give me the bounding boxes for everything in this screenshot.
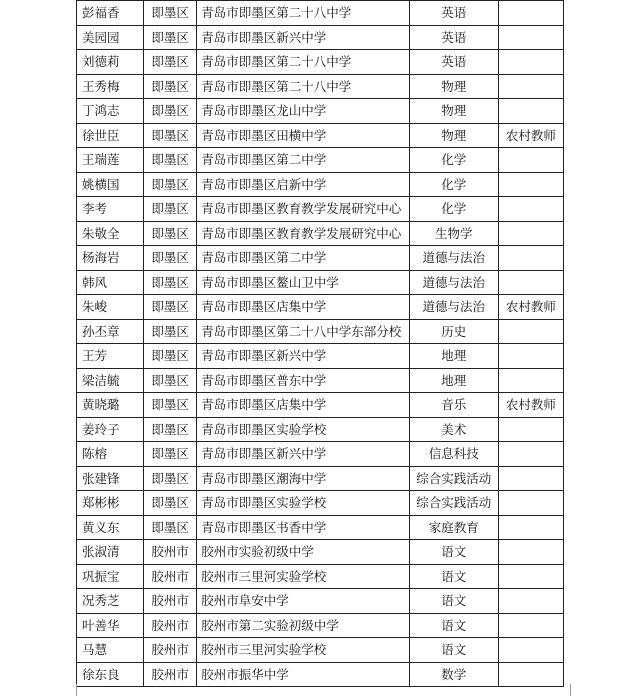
school-cell: 胶州市第二实验初级中学 — [197, 613, 409, 638]
subject-cell: 地理 — [409, 368, 498, 393]
table-row — [77, 368, 564, 393]
school-cell: 胶州市阜安中学 — [197, 589, 409, 614]
school-cell: 胶州市实验初级中学 — [197, 540, 409, 565]
teacher-name-cell: 叶善华 — [77, 613, 144, 638]
school-cell: 青岛市即墨区第二十八中学东部分校 — [197, 319, 409, 344]
school-cell: 青岛市即墨区第二十八中学 — [197, 50, 409, 75]
district-cell: 即墨区 — [144, 148, 197, 173]
note-cell — [498, 564, 563, 589]
table-row — [77, 74, 564, 99]
teacher-name-cell: 巩振宝 — [77, 564, 144, 589]
table-row — [77, 417, 564, 442]
subject-cell: 语文 — [409, 589, 498, 614]
school-cell: 青岛市即墨区教育教学发展研究中心 — [197, 197, 409, 222]
table-row — [77, 540, 564, 565]
note-cell: 农村教师 — [498, 393, 563, 418]
table-row — [77, 148, 564, 173]
note-cell — [498, 613, 563, 638]
district-cell: 胶州市 — [144, 662, 197, 687]
subject-cell: 道德与法治 — [409, 246, 498, 271]
note-cell — [498, 74, 563, 99]
note-cell — [498, 466, 563, 491]
table-row — [77, 638, 564, 663]
table-row — [77, 99, 564, 124]
table-row — [77, 50, 564, 75]
school-cell: 青岛市即墨区第二中学 — [197, 246, 409, 271]
school-cell: 青岛市即墨区实验学校 — [197, 417, 409, 442]
subject-cell: 地理 — [409, 344, 498, 369]
district-cell: 即墨区 — [144, 344, 197, 369]
school-cell: 青岛市即墨区书香中学 — [197, 515, 409, 540]
teacher-name-cell: 美园园 — [77, 25, 144, 50]
district-cell: 即墨区 — [144, 270, 197, 295]
subject-cell: 语文 — [409, 638, 498, 663]
district-cell: 即墨区 — [144, 172, 197, 197]
note-cell — [498, 662, 563, 687]
note-cell: 农村教师 — [498, 123, 563, 148]
district-cell: 即墨区 — [144, 50, 197, 75]
note-cell — [498, 344, 563, 369]
table-row — [77, 1, 564, 26]
teacher-name-cell: 梁洁毓 — [77, 368, 144, 393]
teacher-name-cell: 陈榕 — [77, 442, 144, 467]
teacher-name-cell: 彭福香 — [77, 1, 144, 26]
table-row — [77, 564, 564, 589]
subject-cell: 语文 — [409, 613, 498, 638]
subject-cell: 语文 — [409, 564, 498, 589]
school-cell: 青岛市即墨区田横中学 — [197, 123, 409, 148]
subject-cell: 语文 — [409, 540, 498, 565]
district-cell: 胶州市 — [144, 564, 197, 589]
note-cell — [498, 1, 563, 26]
table-row — [77, 393, 564, 418]
teacher-name-cell: 杨海岩 — [77, 246, 144, 271]
district-cell: 即墨区 — [144, 1, 197, 26]
district-cell: 即墨区 — [144, 221, 197, 246]
district-cell: 即墨区 — [144, 99, 197, 124]
school-cell: 胶州市三里河实验学校 — [197, 564, 409, 589]
table-row — [77, 344, 564, 369]
school-cell: 胶州市振华中学 — [197, 662, 409, 687]
teacher-name-cell: 丁鸿志 — [77, 99, 144, 124]
district-cell: 即墨区 — [144, 246, 197, 271]
teacher-name-cell: 姜玲子 — [77, 417, 144, 442]
district-cell: 即墨区 — [144, 417, 197, 442]
district-cell: 即墨区 — [144, 74, 197, 99]
note-cell — [498, 148, 563, 173]
district-cell: 即墨区 — [144, 368, 197, 393]
teacher-name-cell: 徐世臣 — [77, 123, 144, 148]
teacher-list-document — [76, 0, 564, 690]
subject-cell: 物理 — [409, 74, 498, 99]
subject-cell: 综合实践活动 — [409, 466, 498, 491]
school-cell: 青岛市即墨区店集中学 — [197, 295, 409, 320]
district-cell: 胶州市 — [144, 540, 197, 565]
table-row — [77, 123, 564, 148]
note-cell — [498, 368, 563, 393]
school-cell: 青岛市即墨区第二十八中学 — [197, 74, 409, 99]
school-cell: 青岛市即墨区启新中学 — [197, 172, 409, 197]
note-cell — [498, 491, 563, 516]
school-cell: 青岛市即墨区第二十八中学 — [197, 1, 409, 26]
teacher-table — [76, 0, 564, 687]
school-cell: 青岛市即墨区新兴中学 — [197, 344, 409, 369]
school-cell: 青岛市即墨区潮海中学 — [197, 466, 409, 491]
note-cell — [498, 540, 563, 565]
note-cell — [498, 515, 563, 540]
school-cell: 青岛市即墨区店集中学 — [197, 393, 409, 418]
district-cell: 即墨区 — [144, 466, 197, 491]
district-cell: 胶州市 — [144, 589, 197, 614]
table-row — [77, 466, 564, 491]
teacher-name-cell: 韩风 — [77, 270, 144, 295]
school-cell: 青岛市即墨区普东中学 — [197, 368, 409, 393]
subject-cell: 物理 — [409, 99, 498, 124]
note-cell — [498, 417, 563, 442]
district-cell: 胶州市 — [144, 638, 197, 663]
subject-cell: 信息科技 — [409, 442, 498, 467]
teacher-name-cell: 徐东良 — [77, 662, 144, 687]
teacher-name-cell: 刘德莉 — [77, 50, 144, 75]
note-cell — [498, 246, 563, 271]
table-row — [77, 172, 564, 197]
table-row — [77, 442, 564, 467]
school-cell: 青岛市即墨区龙山中学 — [197, 99, 409, 124]
school-cell: 青岛市即墨区新兴中学 — [197, 25, 409, 50]
subject-cell: 数学 — [409, 662, 498, 687]
district-cell: 即墨区 — [144, 197, 197, 222]
table-row — [77, 589, 564, 614]
teacher-name-cell: 况秀芝 — [77, 589, 144, 614]
district-cell: 即墨区 — [144, 442, 197, 467]
note-cell — [498, 172, 563, 197]
school-cell: 青岛市即墨区实验学校 — [197, 491, 409, 516]
teacher-name-cell: 黄义东 — [77, 515, 144, 540]
note-cell — [498, 99, 563, 124]
table-row — [77, 491, 564, 516]
teacher-name-cell: 黄晓璐 — [77, 393, 144, 418]
school-cell: 胶州市三里河实验学校 — [197, 638, 409, 663]
subject-cell: 英语 — [409, 1, 498, 26]
school-cell: 青岛市即墨区新兴中学 — [197, 442, 409, 467]
subject-cell: 化学 — [409, 148, 498, 173]
subject-cell: 英语 — [409, 50, 498, 75]
teacher-name-cell: 郑彬彬 — [77, 491, 144, 516]
table-row — [77, 295, 564, 320]
table-row — [77, 319, 564, 344]
note-cell — [498, 221, 563, 246]
subject-cell: 道德与法治 — [409, 270, 498, 295]
teacher-name-cell: 朱峻 — [77, 295, 144, 320]
teacher-name-cell: 王秀梅 — [77, 74, 144, 99]
teacher-name-cell: 马慧 — [77, 638, 144, 663]
table-row — [77, 613, 564, 638]
subject-cell: 物理 — [409, 123, 498, 148]
teacher-table-body — [77, 1, 564, 687]
district-cell: 胶州市 — [144, 613, 197, 638]
district-cell: 即墨区 — [144, 319, 197, 344]
subject-cell: 综合实践活动 — [409, 491, 498, 516]
note-cell — [498, 319, 563, 344]
teacher-name-cell: 姚横国 — [77, 172, 144, 197]
table-row — [77, 197, 564, 222]
page-corner-mark-right — [570, 684, 583, 696]
note-cell — [498, 589, 563, 614]
table-row — [77, 25, 564, 50]
table-row — [77, 515, 564, 540]
note-cell: 农村教师 — [498, 295, 563, 320]
note-cell — [498, 25, 563, 50]
district-cell: 即墨区 — [144, 393, 197, 418]
subject-cell: 家庭教育 — [409, 515, 498, 540]
subject-cell: 历史 — [409, 319, 498, 344]
table-row — [77, 246, 564, 271]
note-cell — [498, 638, 563, 663]
teacher-name-cell: 张淑清 — [77, 540, 144, 565]
subject-cell: 音乐 — [409, 393, 498, 418]
district-cell: 即墨区 — [144, 515, 197, 540]
school-cell: 青岛市即墨区教育教学发展研究中心 — [197, 221, 409, 246]
subject-cell: 化学 — [409, 172, 498, 197]
subject-cell: 道德与法治 — [409, 295, 498, 320]
subject-cell: 美术 — [409, 417, 498, 442]
district-cell: 即墨区 — [144, 491, 197, 516]
subject-cell: 英语 — [409, 25, 498, 50]
note-cell — [498, 197, 563, 222]
teacher-name-cell: 张建锋 — [77, 466, 144, 491]
note-cell — [498, 442, 563, 467]
district-cell: 即墨区 — [144, 123, 197, 148]
subject-cell: 化学 — [409, 197, 498, 222]
table-row — [77, 270, 564, 295]
table-row — [77, 662, 564, 687]
teacher-name-cell: 李考 — [77, 197, 144, 222]
subject-cell: 生物学 — [409, 221, 498, 246]
teacher-name-cell: 孙丕章 — [77, 319, 144, 344]
page-corner-mark-left — [64, 684, 77, 696]
teacher-name-cell: 王芳 — [77, 344, 144, 369]
teacher-name-cell: 朱敬全 — [77, 221, 144, 246]
school-cell: 青岛市即墨区第二中学 — [197, 148, 409, 173]
school-cell: 青岛市即墨区鳌山卫中学 — [197, 270, 409, 295]
district-cell: 即墨区 — [144, 295, 197, 320]
note-cell — [498, 50, 563, 75]
teacher-name-cell: 王瑞莲 — [77, 148, 144, 173]
table-row — [77, 221, 564, 246]
note-cell — [498, 270, 563, 295]
district-cell: 即墨区 — [144, 25, 197, 50]
